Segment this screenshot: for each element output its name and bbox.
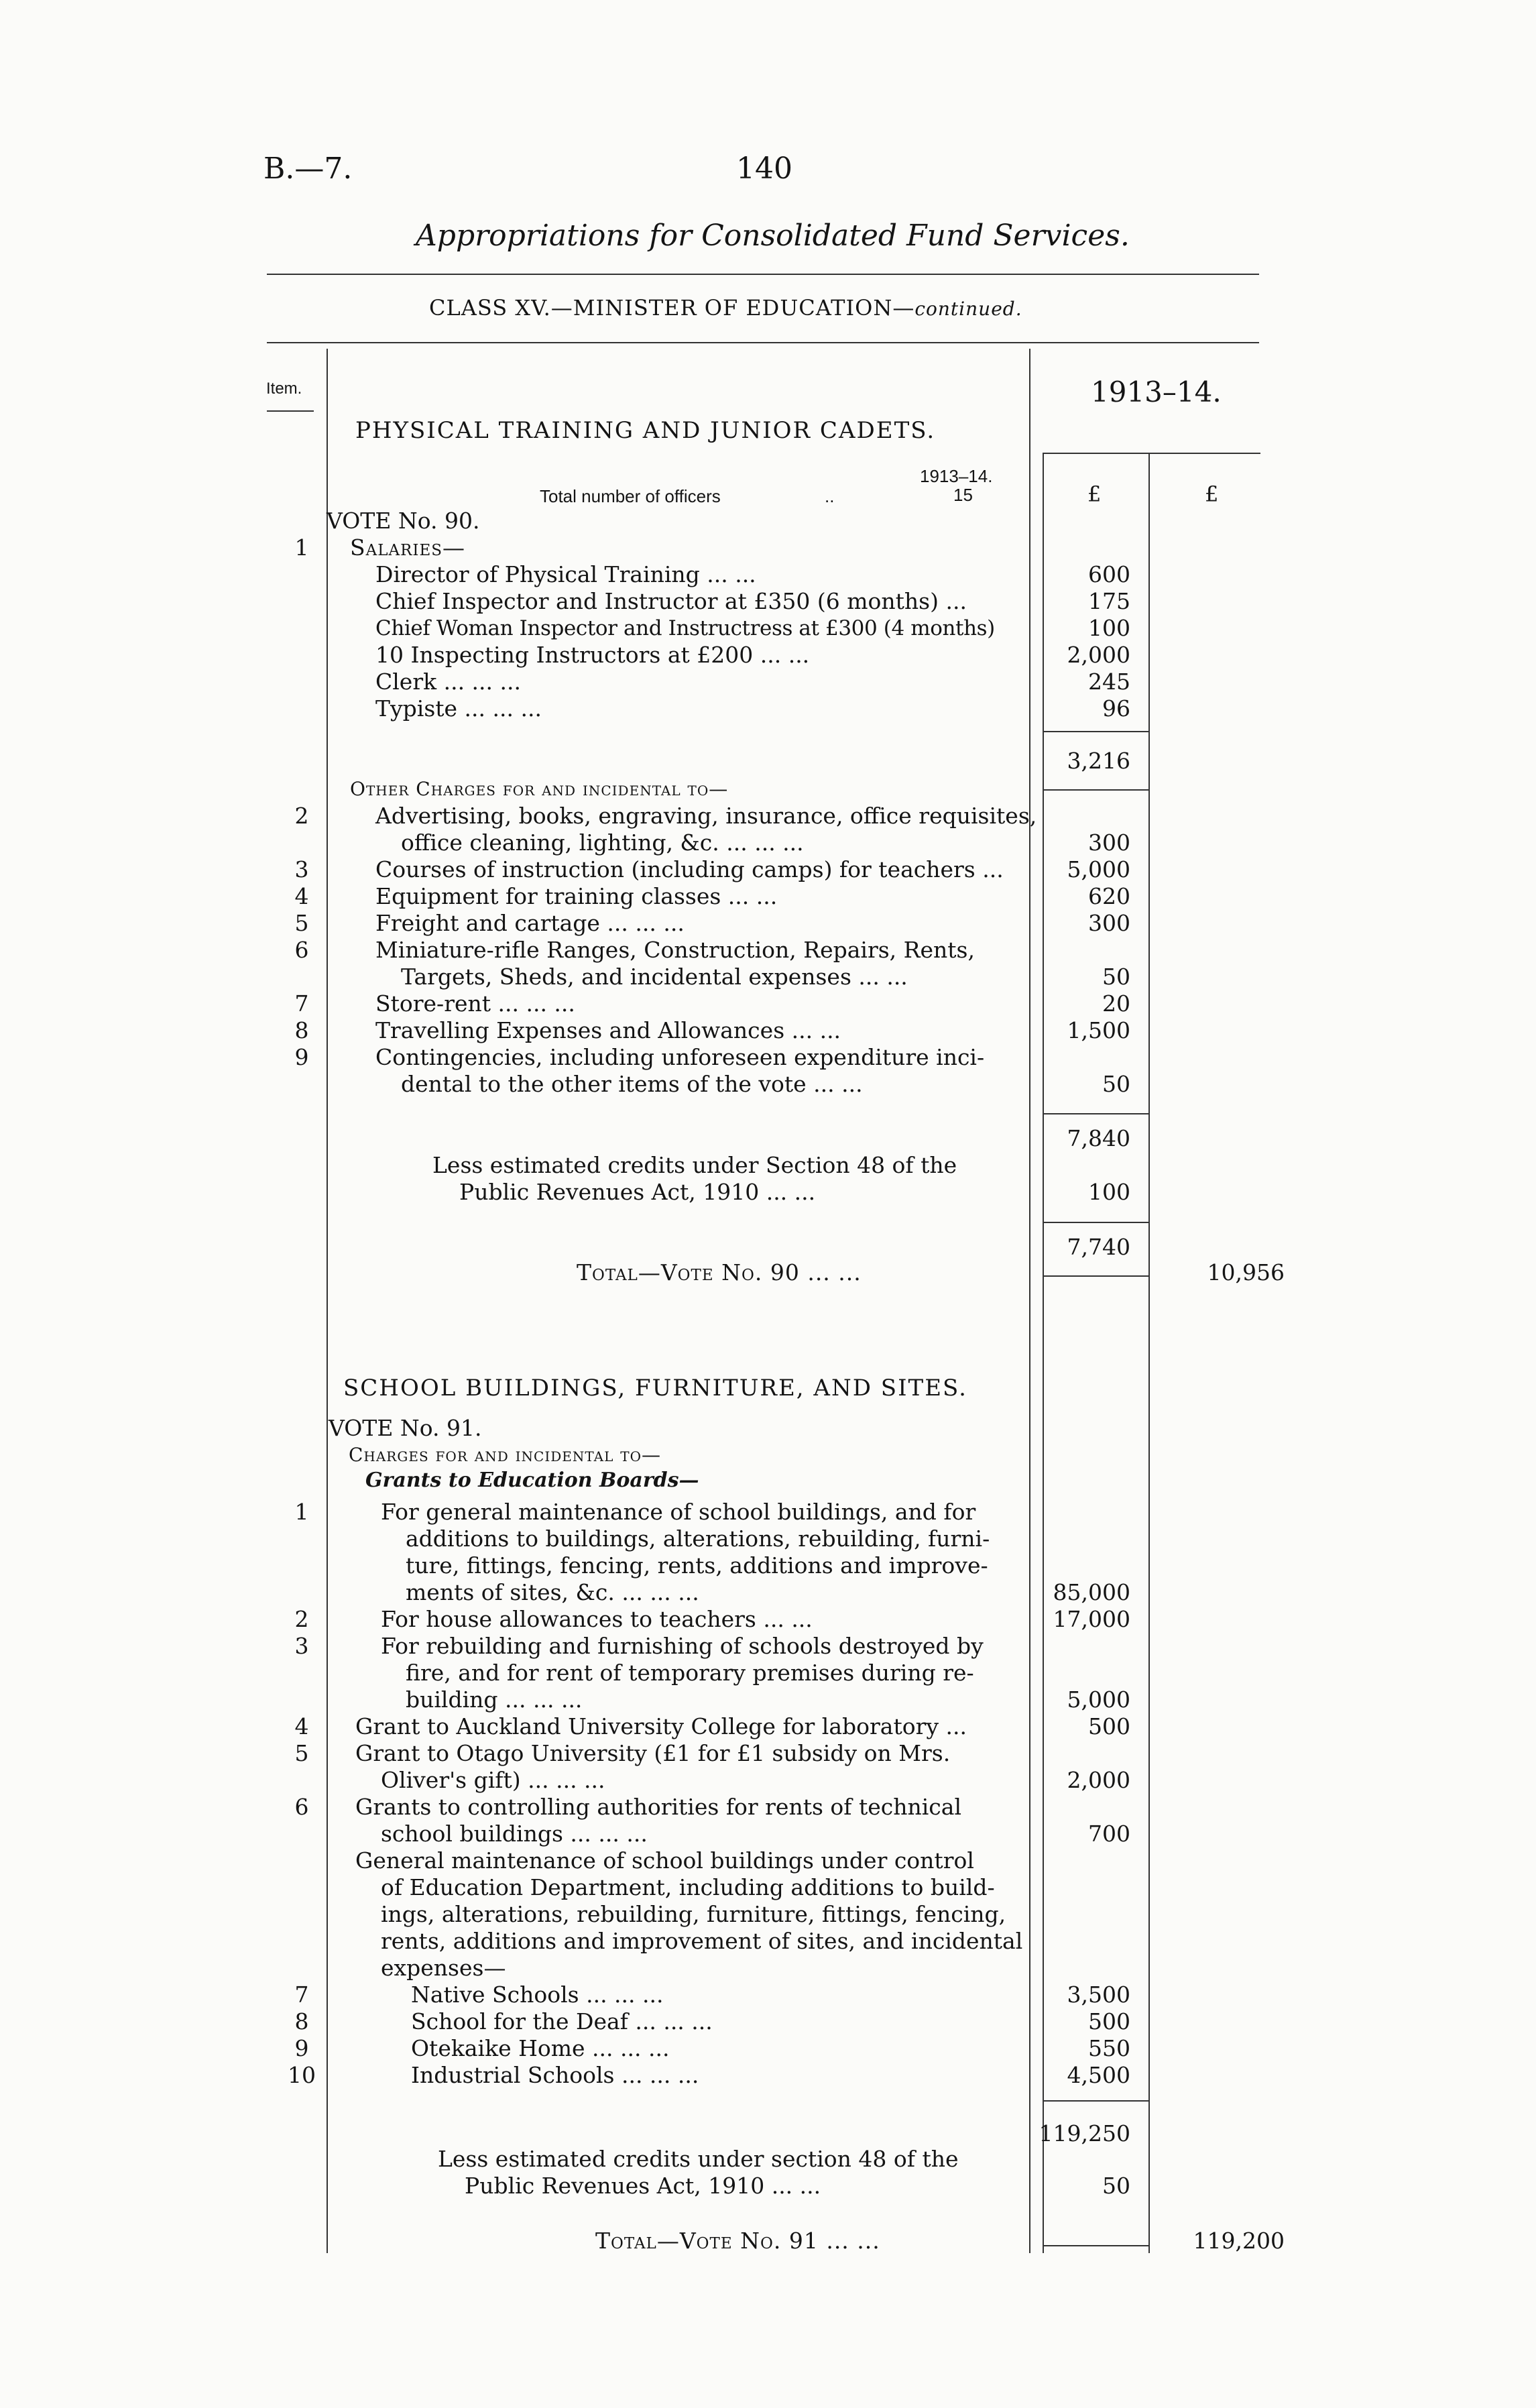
charge-line: Travelling Expenses and Allowances ... ... xyxy=(375,1017,841,1043)
subtotal-rule xyxy=(1043,1222,1148,1223)
less-credits-amount: 50 xyxy=(1102,2173,1130,2199)
grant-line-cont: fire, and for rent of temporary premises during re- xyxy=(406,1660,974,1686)
vote-90-label: VOTE No. 90. xyxy=(327,508,480,534)
class-title: CLASS XV.—MINISTER OF EDUCATION—continued. xyxy=(429,295,1022,321)
year-header-rule xyxy=(1043,453,1260,454)
sub-item-amount: 550 xyxy=(1088,2035,1130,2061)
salaries-total: 3,216 xyxy=(1067,748,1130,774)
other-charges-heading: Other Charges for and incidental to— xyxy=(350,778,729,800)
vote-90-total: 10,956 xyxy=(1207,1259,1285,1285)
charge-line: Contingencies, including unforeseen expenditure inci- xyxy=(375,1044,985,1070)
grant-amount: 500 xyxy=(1088,1713,1130,1739)
officers-count: 15 xyxy=(953,485,973,505)
header-rule xyxy=(267,274,1259,275)
vote-91-total: 119,200 xyxy=(1193,2228,1285,2254)
item-number: 6 xyxy=(294,937,309,963)
sub-item-line: School for the Deaf ... ... ... xyxy=(411,2008,713,2034)
vote-91-subtotal: 119,250 xyxy=(1039,2120,1130,2146)
item-number: 3 xyxy=(294,1633,309,1659)
sub-item-line: Industrial Schools ... ... ... xyxy=(411,2062,699,2088)
grant-line: Grant to Otago University (£1 for £1 subsidy on Mrs. xyxy=(355,1740,951,1766)
salary-line: Chief Inspector and Instructor at £350 (6 months) ... xyxy=(375,588,967,614)
sub-item-line: Otekaike Home ... ... ... xyxy=(411,2035,670,2061)
item-number: 1 xyxy=(294,534,309,561)
general-maintenance-line: General maintenance of school buildings under control xyxy=(355,1847,974,1874)
vote-91-label: VOTE No. 91. xyxy=(329,1415,482,1441)
subtotal-rule xyxy=(1043,731,1148,732)
charge-amount: 50 xyxy=(1102,1071,1130,1097)
charge-line: Store-rent ... ... ... xyxy=(375,990,575,1017)
salaries-heading: Salaries— xyxy=(350,534,466,561)
pound-sign-col1: £ xyxy=(1087,481,1102,507)
grant-line-cont: additions to buildings, alterations, rebuilding, furni- xyxy=(406,1526,990,1552)
salary-amount: 100 xyxy=(1088,615,1130,641)
general-maintenance-line: of Education Department, including additions to build- xyxy=(381,1874,995,1900)
charge-line-cont: Targets, Sheds, and incidental expenses ... ... xyxy=(401,964,908,990)
item-number: 2 xyxy=(294,803,309,829)
total-rule xyxy=(1043,2245,1148,2246)
grant-line: For general maintenance of school buildings, and for xyxy=(381,1499,976,1525)
item-number: 7 xyxy=(294,990,309,1017)
amount-column-divider-right xyxy=(1148,453,1150,2253)
officers-label: Total number of officers xyxy=(540,486,721,506)
salary-line: Clerk ... ... ... xyxy=(375,669,521,695)
grant-line: For house allowances to teachers ... ... xyxy=(381,1606,813,1632)
pound-sign-col2: £ xyxy=(1205,481,1219,507)
item-number: 4 xyxy=(294,1713,309,1739)
item-number: 1 xyxy=(294,1499,309,1525)
grant-line-cont: school buildings ... ... ... xyxy=(381,1821,648,1847)
item-number: 9 xyxy=(294,1044,309,1070)
item-header-rule xyxy=(267,410,314,412)
item-number: 5 xyxy=(294,910,309,936)
item-number: 8 xyxy=(294,1017,309,1043)
salary-line: 10 Inspecting Instructors at £200 ... ... xyxy=(375,642,810,668)
less-credits-line: Less estimated credits under Section 48 of the xyxy=(432,1152,957,1178)
salary-amount: 2,000 xyxy=(1067,642,1130,668)
year-column-header: 1913–14. xyxy=(1091,376,1222,408)
salary-amount: 175 xyxy=(1088,588,1130,614)
charge-amount: 1,500 xyxy=(1067,1017,1130,1043)
charge-amount: 50 xyxy=(1102,964,1130,990)
subtotal-rule xyxy=(1043,2100,1148,2102)
item-number: 3 xyxy=(294,856,309,882)
charge-line-cont: dental to the other items of the vote ... ... xyxy=(401,1071,863,1097)
sub-item-amount: 500 xyxy=(1088,2008,1130,2034)
charge-amount: 300 xyxy=(1088,910,1130,936)
total-rule xyxy=(1043,1275,1148,1277)
item-number: 4 xyxy=(294,883,309,909)
charge-amount: 300 xyxy=(1088,829,1130,856)
item-number: 10 xyxy=(288,2062,316,2088)
general-maintenance-line: expenses— xyxy=(381,1955,506,1981)
sub-item-amount: 4,500 xyxy=(1067,2062,1130,2088)
subtotal-rule xyxy=(1043,789,1148,791)
class-rule xyxy=(267,342,1259,343)
subtotal-rule xyxy=(1043,1113,1148,1114)
item-number: 6 xyxy=(294,1794,309,1820)
general-maintenance-line: rents, additions and improvement of sites, and incidental xyxy=(381,1928,1023,1954)
grant-line: For rebuilding and furnishing of schools destroyed by xyxy=(381,1633,984,1659)
grants-heading: Grants to Education Boards— xyxy=(365,1469,699,1492)
document-reference: B.—7. xyxy=(263,152,353,186)
charge-line: Advertising, books, engraving, insurance, office requisites, xyxy=(375,803,1037,829)
vote-90-subtotal: 7,840 xyxy=(1067,1125,1130,1151)
grant-line-cont: ments of sites, &c. ... ... ... xyxy=(406,1579,699,1605)
grant-line-cont: building ... ... ... xyxy=(406,1686,583,1713)
charge-line: Equipment for training classes ... ... xyxy=(375,883,778,909)
less-credits-line: Less estimated credits under section 48 of the xyxy=(438,2146,959,2172)
item-number: 9 xyxy=(294,2035,309,2061)
less-credits-amount: 100 xyxy=(1088,1179,1130,1205)
grant-amount: 85,000 xyxy=(1053,1579,1130,1605)
vote-91-total-label: Total—Vote No. 91 ... ... xyxy=(595,2228,880,2254)
section-title-physical-training: PHYSICAL TRAINING AND JUNIOR CADETS. xyxy=(355,417,936,444)
item-number: 5 xyxy=(294,1740,309,1766)
sub-item-line: Native Schools ... ... ... xyxy=(411,1982,664,2008)
salary-line: Director of Physical Training ... ... xyxy=(375,561,756,587)
officers-year: 1913–14. xyxy=(920,466,993,486)
grant-line: Grants to controlling authorities for rents of technical xyxy=(355,1794,962,1820)
class-title-suffix: continued. xyxy=(914,298,1022,320)
grant-line: Grant to Auckland University College for laboratory ... xyxy=(355,1713,967,1739)
sub-item-amount: 3,500 xyxy=(1067,1982,1130,2008)
charge-amount: 5,000 xyxy=(1067,856,1130,882)
charge-line-cont: office cleaning, lighting, &c. ... ... ... xyxy=(401,829,804,856)
grant-amount: 17,000 xyxy=(1053,1606,1130,1632)
page-title: Appropriations for Consolidated Fund Services. xyxy=(416,219,1130,253)
charge-amount: 620 xyxy=(1088,883,1130,909)
charge-amount: 20 xyxy=(1102,990,1130,1017)
salary-amount: 245 xyxy=(1088,669,1130,695)
officers-dots: .. xyxy=(825,486,835,506)
vote-90-total-label: Total—Vote No. 90 ... ... xyxy=(577,1259,862,1285)
grant-amount: 5,000 xyxy=(1067,1686,1130,1713)
grant-amount: 700 xyxy=(1088,1821,1130,1847)
general-maintenance-line: ings, alterations, rebuilding, furniture, fittings, fencing, xyxy=(381,1901,1006,1927)
salary-line: Typiste ... ... ... xyxy=(375,695,542,722)
amount-column-divider-inner xyxy=(1043,453,1044,2253)
less-credits-line-cont: Public Revenues Act, 1910 ... ... xyxy=(465,2173,821,2199)
salary-amount: 600 xyxy=(1088,561,1130,587)
amount-column-divider-left xyxy=(1029,349,1030,2253)
vote-90-net: 7,740 xyxy=(1067,1234,1130,1260)
section-title-school-buildings: SCHOOL BUILDINGS, FURNITURE, AND SITES. xyxy=(343,1375,967,1401)
page-number: 140 xyxy=(736,152,792,186)
item-number: 8 xyxy=(294,2008,309,2034)
salary-line: Chief Woman Inspector and Instructress at £300 (4 months) xyxy=(375,616,995,640)
charge-line: Miniature-rifle Ranges, Construction, Repairs, Rents, xyxy=(375,937,975,963)
charge-line: Courses of instruction (including camps) for teachers ... xyxy=(375,856,1004,882)
salary-amount: 96 xyxy=(1102,695,1130,722)
charges-heading: Charges for and incidental to— xyxy=(349,1444,662,1466)
less-credits-line-cont: Public Revenues Act, 1910 ... ... xyxy=(459,1179,816,1205)
charge-line: Freight and cartage ... ... ... xyxy=(375,910,685,936)
grant-line-cont: Oliver's gift) ... ... ... xyxy=(381,1767,605,1793)
item-number: 7 xyxy=(294,1982,309,2008)
grant-amount: 2,000 xyxy=(1067,1767,1130,1793)
item-column-divider xyxy=(327,349,328,2253)
item-number: 2 xyxy=(294,1606,309,1632)
grant-line-cont: ture, fittings, fencing, rents, additions and improve- xyxy=(406,1552,988,1579)
item-column-header: Item. xyxy=(266,380,302,398)
